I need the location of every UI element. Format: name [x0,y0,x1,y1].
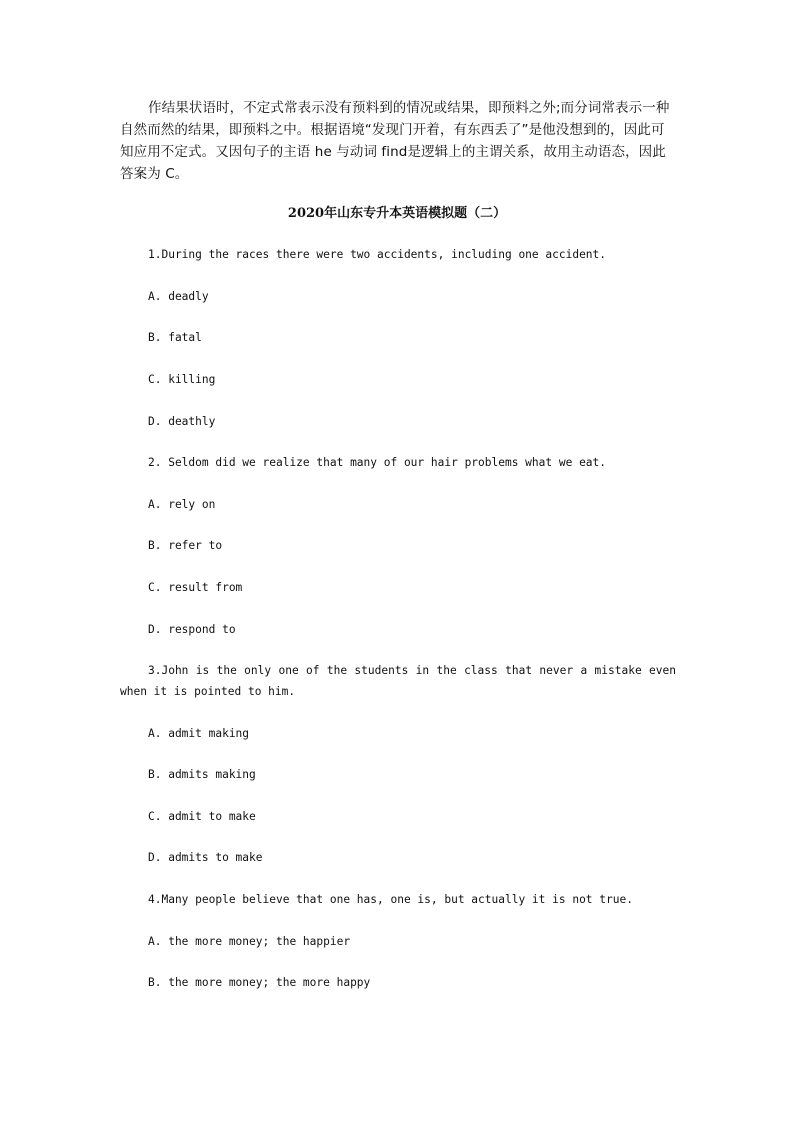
answer-option: C. admit to make [148,810,256,823]
answer-option: C. result from [148,581,243,594]
question-stem: 1.During the races there were two accidents, including one accident. [148,248,607,261]
question-stem: 2. Seldom did we realize that many of our hair problems what we eat. [148,456,607,469]
answer-option: A. admit making [148,727,250,740]
answer-option: D. deathly [148,415,216,428]
answer-option: A. rely on [148,498,216,511]
answer-option: B. admits making [148,768,256,781]
answer-option: A. the more money; the happier [148,935,351,948]
answer-option: D. respond to [148,623,236,636]
answer-option: C. killing [148,373,216,386]
question-stem: 3.John is the only one of the students in the class that never a mistake even when it is pointed to him. [120,664,676,698]
explanation-paragraph: 作结果状语时，不定式常表示没有预料到的情况或结果，即预料之外;而分词常表示一种自然而然的结果，即预料之中。根据语境“发现门开着，有东西丢了”是他没想到的，因此可知应用不定式。又因句子的主语 he 与动词 find是逻辑上的主谓关系，故用主动语态，因此答案为 C。 [120,100,670,182]
question-stem: 4.Many people believe that one has, one is, but actually it is not true. [148,893,633,906]
answer-option: A. deadly [148,290,209,303]
answer-option: B. the more money; the more happy [148,976,371,989]
section-title: 2020年山东专升本英语模拟题（二） [287,206,507,221]
answer-option: B. refer to [148,539,223,552]
answer-option: B. fatal [148,331,202,344]
answer-option: D. admits to make [148,851,263,864]
